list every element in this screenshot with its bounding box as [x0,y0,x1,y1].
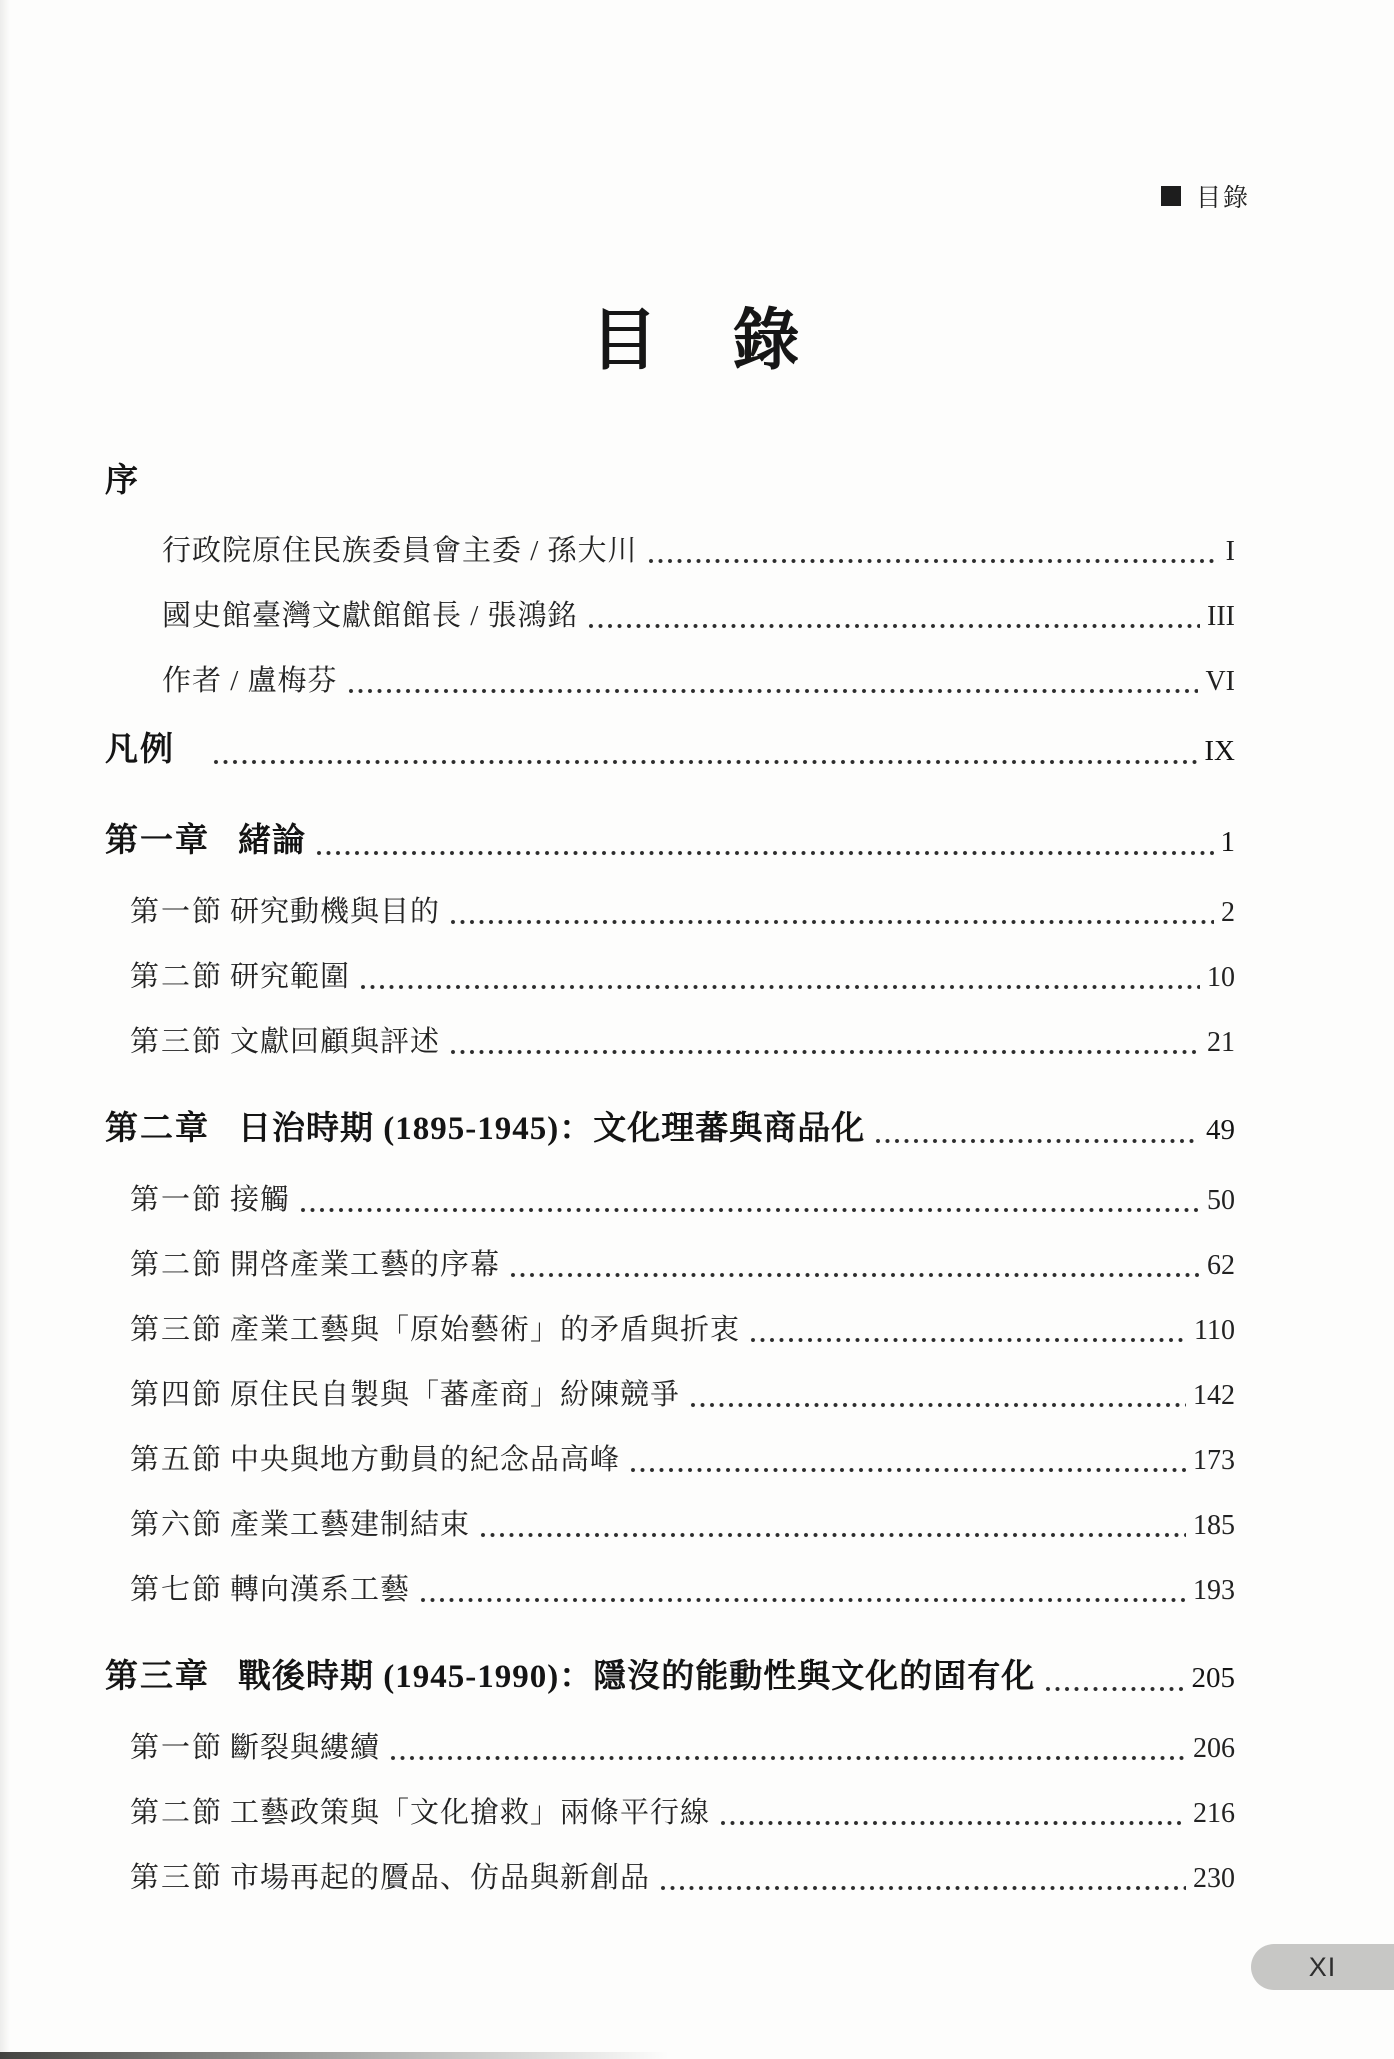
toc-entry [130,1024,1235,1061]
page-number: 173 [1193,1445,1235,1476]
toc-entry [130,1377,1235,1414]
page-number: 21 [1207,1027,1235,1058]
running-head-label: 目錄 [1195,184,1250,212]
dot-leader [479,1531,1186,1539]
entry-label: 第一節 [130,896,224,928]
toc-section [105,459,1235,700]
dot-leader [659,1884,1186,1892]
dot-leader [647,557,1219,565]
entry-label: 第二節 [130,1797,224,1829]
page-number: 10 [1207,962,1235,993]
toc-entry [162,598,1235,635]
entry-label: 第三節 [130,1314,224,1346]
dot-leader [509,1271,1200,1279]
dot-leader [449,918,1214,926]
entry-title: 接觸 [230,1184,291,1216]
page-number: 205 [1191,1662,1235,1694]
entry-title: 中央與地方動員的紀念品高峰 [230,1444,621,1476]
dot-leader [347,687,1199,695]
entry-title: 產業工藝與「原始藝術」的矛盾與折衷 [230,1314,741,1346]
toc-entry [130,959,1235,996]
toc-entry [130,1860,1235,1897]
dot-leader [315,849,1214,857]
entry-title: 斷裂與縷續 [230,1732,381,1764]
entry-title: 作者 / 盧梅芬 [162,665,338,697]
dot-leader [719,1819,1186,1827]
dot-leader [389,1754,1186,1762]
section-heading [105,728,1235,773]
section-label: 序 [105,463,140,499]
entry-label: 第五節 [130,1444,224,1476]
dot-leader [749,1336,1187,1344]
entry-title: 開啓產業工藝的序幕 [230,1249,501,1281]
entry-label: 第二節 [130,1249,224,1281]
section-title: 戰後時期 (1945-1990)：隱沒的能動性與文化的固有化 [238,1659,1036,1695]
page-number: 62 [1207,1250,1235,1281]
dot-leader [212,758,1197,766]
toc-entry [130,1507,1235,1544]
toc-entry [162,663,1235,700]
page-number: 193 [1193,1575,1235,1606]
footer-page-tab [1251,1944,1394,1990]
dot-leader [449,1048,1200,1056]
toc-entry [130,1795,1235,1832]
toc-entry [130,1312,1235,1349]
section-title: 日治時期 (1895-1945)：文化理蕃與商品化 [238,1111,866,1147]
folio-page-number: XI [1308,1951,1337,1982]
toc-section [105,1107,1235,1609]
page-title: 目 錄 [590,304,804,378]
page-number: 230 [1193,1863,1235,1894]
section-label: 第二章 [105,1111,210,1147]
section-label: 第三章 [105,1659,210,1695]
running-head [1161,178,1250,214]
entry-title: 產業工藝建制結束 [230,1509,471,1541]
dot-leader [874,1137,1199,1145]
page-number: 2 [1221,897,1235,928]
toc-section [105,819,1235,1061]
section-heading [105,1655,1235,1700]
page-number: 206 [1193,1733,1235,1764]
entry-title: 國史館臺灣文獻館館長 / 張鴻銘 [162,600,578,632]
toc [105,459,1235,1897]
entry-label: 第一節 [130,1184,224,1216]
toc-section [105,728,1235,773]
entry-title: 工藝政策與「文化搶救」兩條平行線 [230,1797,711,1829]
toc-entry [130,1572,1235,1609]
scan-edge-left [0,0,10,2059]
toc-entry [130,1442,1235,1479]
toc-entry [162,533,1235,570]
entry-title: 原住民自製與「蕃產商」紛陳競爭 [230,1379,681,1411]
page-number: I [1225,536,1235,567]
page-number: VI [1205,666,1235,697]
toc-entry [130,1730,1235,1767]
page-number: IX [1204,735,1235,767]
section-label: 第一章 [105,823,210,859]
entry-label: 第六節 [130,1509,224,1541]
toc-entry [130,1182,1235,1219]
dot-leader [629,1466,1186,1474]
page-number: 49 [1206,1114,1235,1146]
entry-label: 第七節 [130,1574,224,1606]
black-square-icon [1161,186,1181,206]
entry-label: 第三節 [130,1026,224,1058]
entry-label: 第二節 [130,961,224,993]
page-number: 50 [1207,1185,1235,1216]
entry-title: 轉向漢系工藝 [230,1574,411,1606]
entry-label: 第一節 [130,1732,224,1764]
entry-title: 行政院原住民族委員會主委 / 孫大川 [162,535,638,567]
page-number: 216 [1193,1798,1235,1829]
dot-leader [1044,1685,1184,1693]
entry-title: 市場再起的贗品、仿品與新創品 [230,1862,651,1894]
dot-leader [299,1206,1200,1214]
section-heading [105,459,1235,503]
page-number: 185 [1193,1510,1235,1541]
entry-label: 第三節 [130,1862,224,1894]
page-number: 142 [1193,1380,1235,1411]
toc-entry [130,1247,1235,1284]
entry-title: 研究範圍 [230,961,351,993]
toc-entry [130,894,1235,931]
entry-title: 研究動機與目的 [230,896,441,928]
toc-section [105,1655,1235,1897]
entry-label: 第四節 [130,1379,224,1411]
dot-leader [587,622,1200,630]
dot-leader [419,1596,1186,1604]
scan-edge-bottom [0,2052,836,2059]
page-number: 1 [1220,826,1235,858]
dot-leader [359,983,1200,991]
section-label: 凡例 [105,732,175,768]
entry-title: 文獻回顧與評述 [230,1026,441,1058]
section-heading [105,1107,1235,1152]
page-number: 110 [1194,1315,1235,1346]
section-heading [105,819,1235,864]
dot-leader [689,1401,1186,1409]
page-number: III [1207,601,1235,632]
section-title: 緒論 [238,823,306,859]
